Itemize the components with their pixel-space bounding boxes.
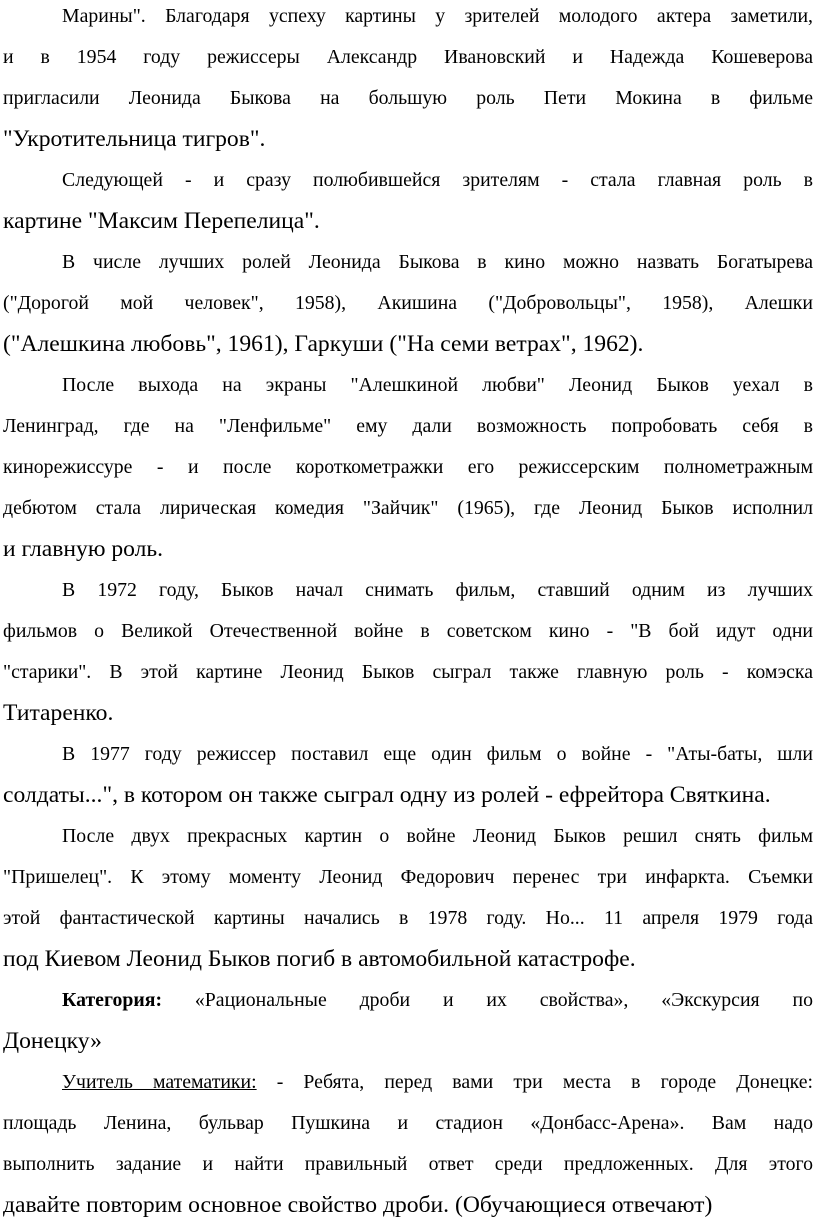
text-line: и в 1954 году режиссеры Александр Ивановский и Надежда Кошеверова <box>3 46 813 68</box>
text-line: После двух прекрасных картин о войне Леонид Быков решил снять фильм <box>62 825 813 847</box>
text-segment: - Ребята, перед вами три места в городе Донецке: <box>256 1071 813 1093</box>
text-line <box>3 1062 813 1103</box>
text-line: Донецку» <box>3 1028 102 1054</box>
text-line: "Укротительница тигров". <box>3 126 266 152</box>
text-line: Марины". Благодаря успеху картины у зрителей молодого актера заметили, <box>62 5 813 27</box>
text-line <box>3 980 813 1021</box>
text-line: кинорежиссуре - и после короткометражки его режиссерским полнометражным <box>3 456 813 478</box>
text-line: В числе лучших ролей Леонида Быкова в кино можно назвать Богатырева <box>62 251 813 273</box>
text-line: В 1977 году режиссер поставил еще один фильм о войне - "Аты-баты, шли <box>62 743 813 765</box>
text-line: выполнить задание и найти правильный ответ среди предложенных. Для этого <box>3 1153 813 1175</box>
text-line: давайте повторим основное свойство дроби. (Обучающиеся отвечают) <box>3 1192 713 1218</box>
text-line: Ленинград, где на "Ленфильме" ему дали возможность попробовать себя в <box>3 415 813 437</box>
text-line: ("Дорогой мой человек", 1958), Акишина ("Добровольцы", 1958), Алешки <box>3 292 813 314</box>
text-segment: «Рациональные дроби и их свойства», «Экскурсия по <box>162 989 813 1011</box>
text-line: солдаты...", в котором он также сыграл одну из ролей - ефрейтора Святкина. <box>3 782 771 808</box>
text-line: пригласили Леонида Быкова на большую роль Пети Мокина в фильме <box>3 87 813 109</box>
text-line: Следующей - и сразу полюбившейся зрителям - стала главная роль в <box>62 169 813 191</box>
text-line: и главную роль. <box>3 536 164 562</box>
bold-text: Категория: <box>62 989 163 1011</box>
document-body <box>3 0 813 1226</box>
text-line: "Пришелец". К этому моменту Леонид Федорович перенес три инфаркта. Съемки <box>3 866 813 888</box>
text-line: фильмов о Великой Отечественной войне в советском кино - "В бой идут одни <box>3 620 813 642</box>
text-line: После выхода на экраны "Алешкиной любви" Леонид Быков уехал в <box>62 374 813 396</box>
text-line: "старики". В этой картине Леонид Быков сыграл также главную роль - комэска <box>3 661 813 683</box>
text-line: площадь Ленина, бульвар Пушкина и стадион «Донбасс-Арена». Вам надо <box>3 1112 813 1134</box>
underlined-text: Учитель математики: <box>62 1071 257 1093</box>
text-line: под Киевом Леонид Быков погиб в автомобильной катастрофе. <box>3 946 636 972</box>
text-line: картине "Максим Перепелица". <box>3 208 320 234</box>
text-line: этой фантастической картины начались в 1978 году. Но... 11 апреля 1979 года <box>3 907 813 929</box>
text-line: дебютом стала лирическая комедия "Зайчик" (1965), где Леонид Быков исполнил <box>3 497 813 519</box>
text-line: Титаренко. <box>3 700 114 726</box>
text-line: В 1972 году, Быков начал снимать фильм, ставший одним из лучших <box>62 579 813 601</box>
text-line: ("Алешкина любовь", 1961), Гаркуши ("На семи ветрах", 1962). <box>3 331 644 357</box>
